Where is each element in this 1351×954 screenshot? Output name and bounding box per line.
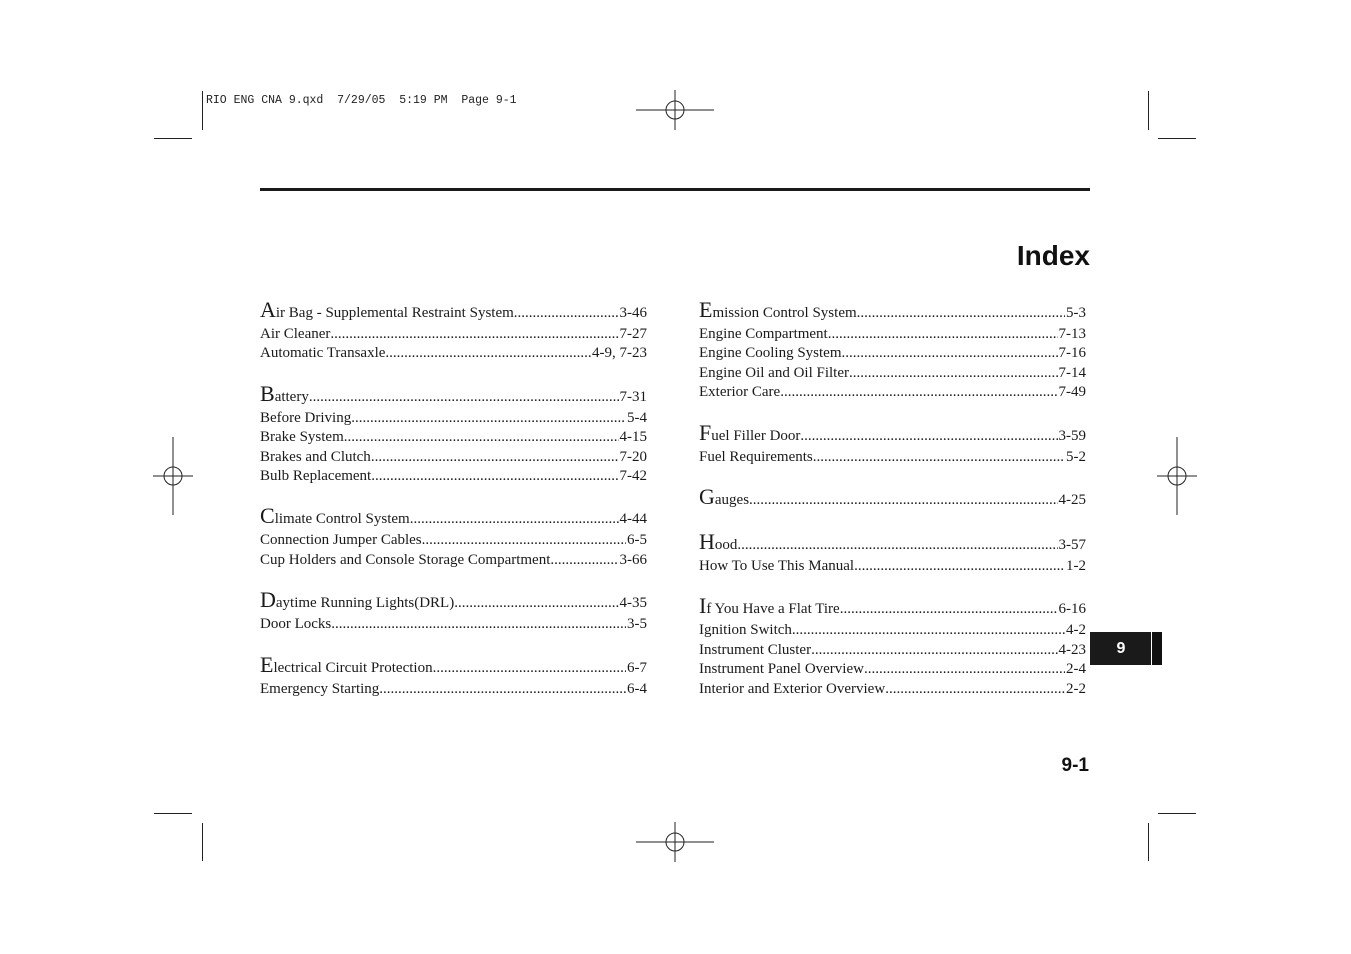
file-slug: RIO ENG CNA 9.qxd 7/29/05 5:19 PM Page 9-1 xyxy=(206,94,517,107)
dot-leader xyxy=(800,425,1057,448)
index-entry xyxy=(260,680,647,699)
dot-leader xyxy=(854,557,1065,576)
index-entry-title: Door Locks xyxy=(260,616,332,633)
index-entry-page: 3-46 xyxy=(619,305,647,321)
index-entry-title: Bulb Replacement xyxy=(260,468,372,485)
dot-leader xyxy=(864,660,1065,679)
registration-mark-top xyxy=(636,90,714,130)
crop-mark xyxy=(202,823,203,861)
index-entry-title: Instrument Panel Overview xyxy=(699,661,864,678)
dot-leader xyxy=(749,489,1057,512)
index-entry-page: 3-59 xyxy=(1058,427,1086,444)
index-entry-page: 6-4 xyxy=(627,680,647,697)
index-entry-title: Gauges xyxy=(699,484,750,510)
index-entry-page: 6-16 xyxy=(1058,601,1086,618)
index-entry xyxy=(699,325,1086,344)
index-entry xyxy=(260,325,647,344)
dot-leader xyxy=(331,615,626,634)
index-entry-page: 4-44 xyxy=(619,511,647,528)
index-entry-page: 5-4 xyxy=(627,409,647,426)
index-entry-page: 4-23 xyxy=(1058,641,1086,658)
index-entry-page: 4-25 xyxy=(1058,492,1086,509)
index-entry-title: How To Use This Manual xyxy=(699,558,855,575)
index-entry xyxy=(260,344,647,363)
index-entry-title: Interior and Exterior Overview xyxy=(699,680,886,697)
index-letter-group xyxy=(260,653,647,699)
dot-leader xyxy=(379,680,626,699)
dot-leader xyxy=(857,302,1065,325)
index-entry-page: 6-5 xyxy=(627,532,647,549)
index-entry-title: Engine Oil and Oil Filter xyxy=(699,364,849,381)
chapter-tab-notch xyxy=(1151,632,1162,665)
index-entry xyxy=(699,448,1086,467)
index-entry-title: Air Bag - Supplemental Restraint System xyxy=(260,297,514,322)
registration-mark-right xyxy=(1157,437,1197,515)
index-entry-page: 3-57 xyxy=(1058,537,1086,554)
index-letter-group xyxy=(260,298,647,364)
crop-mark xyxy=(1148,91,1149,130)
index-entry-title: Ignition Switch xyxy=(699,622,792,639)
index-entry xyxy=(699,680,1086,699)
index-entry-title: Brake System xyxy=(260,429,344,446)
index-entry xyxy=(699,485,1086,512)
index-entry-title: Engine Compartment xyxy=(699,326,828,342)
crop-mark xyxy=(1148,823,1149,861)
index-entry-page: 3-66 xyxy=(619,551,647,568)
index-entry xyxy=(699,594,1086,621)
index-entry-page: 2-2 xyxy=(1066,680,1086,697)
dot-leader xyxy=(849,364,1058,383)
index-entry-title: Climate Control System xyxy=(260,503,410,529)
dot-leader xyxy=(344,428,619,447)
index-entry-page: 2-4 xyxy=(1066,661,1086,678)
dot-leader xyxy=(454,592,618,615)
index-column-right xyxy=(699,298,1086,717)
index-entry-title: Before Driving xyxy=(260,409,352,426)
index-entry-title: Connection Jumper Cables xyxy=(260,532,422,549)
index-letter-group xyxy=(699,485,1086,512)
dot-leader xyxy=(828,325,1058,344)
dot-leader xyxy=(351,409,626,428)
index-entry-page: 7-42 xyxy=(619,468,647,485)
index-entry xyxy=(260,615,647,634)
index-entry-title: Battery xyxy=(260,380,309,406)
index-entry-page: 7-49 xyxy=(1058,384,1086,401)
index-entry-title: Electrical Circuit Protection xyxy=(260,651,433,677)
index-entry-page: 7-16 xyxy=(1058,345,1086,362)
index-entry xyxy=(699,641,1086,660)
page-number: 9-1 xyxy=(1061,755,1089,776)
index-entry-page: 4-9, 7-23 xyxy=(592,345,647,362)
index-entry xyxy=(260,504,647,531)
index-entry xyxy=(699,383,1086,402)
index-entry-page: 7-31 xyxy=(619,388,647,405)
crop-mark xyxy=(154,813,192,814)
registration-mark-bottom xyxy=(636,822,714,862)
dot-leader xyxy=(371,467,618,486)
index-entry-page: 6-7 xyxy=(627,659,647,676)
index-entry xyxy=(260,531,647,550)
dot-leader xyxy=(885,680,1065,699)
index-letter-group xyxy=(260,588,647,634)
dot-leader xyxy=(811,641,1057,660)
index-entry-title: Automatic Transaxle xyxy=(260,345,386,362)
dot-leader xyxy=(842,344,1058,363)
index-entry-title: Exterior Care xyxy=(699,384,781,401)
dot-leader xyxy=(433,657,626,680)
dot-leader xyxy=(813,448,1065,467)
page-title: Index xyxy=(1016,240,1090,271)
registration-mark-left xyxy=(153,437,193,515)
index-entry xyxy=(699,621,1086,640)
index-entry-page: 4-15 xyxy=(619,429,647,446)
index-entry xyxy=(260,382,647,409)
dot-leader xyxy=(330,325,618,344)
dot-leader xyxy=(371,448,619,467)
index-entry-title: Daytime Running Lights(DRL) xyxy=(260,587,455,613)
index-entry-title: If You Have a Flat Tire xyxy=(699,593,840,619)
index-entry-title: Emergency Starting xyxy=(260,680,380,697)
index-entry-page: 1-2 xyxy=(1066,558,1086,575)
index-entry-page: 4-35 xyxy=(619,595,647,612)
index-entry xyxy=(260,551,647,570)
dot-leader xyxy=(410,508,619,531)
index-entry-page: 3-5 xyxy=(627,616,647,633)
index-column-left xyxy=(260,298,647,717)
dot-leader xyxy=(780,383,1057,402)
index-letter-group xyxy=(699,298,1086,403)
dot-leader xyxy=(309,386,619,409)
dot-leader xyxy=(385,344,591,363)
index-entry-page: 7-13 xyxy=(1058,326,1086,342)
index-entry xyxy=(699,364,1086,383)
index-entry xyxy=(260,467,647,486)
index-entry-title: Brakes and Clutch xyxy=(260,448,371,465)
index-entry-page: 7-27 xyxy=(619,326,647,342)
index-entry xyxy=(260,298,647,325)
index-entry-title: Emission Control System xyxy=(699,297,857,322)
crop-mark xyxy=(202,91,203,130)
index-entry-page: 5-2 xyxy=(1066,448,1086,465)
dot-leader xyxy=(737,534,1057,557)
dot-leader xyxy=(550,551,618,570)
index-entry xyxy=(260,428,647,447)
index-entry-title: Cup Holders and Console Storage Compartment xyxy=(260,551,551,568)
index-entry xyxy=(699,660,1086,679)
header-rule xyxy=(260,188,1090,191)
index-entry xyxy=(260,588,647,615)
index-entry-title: Fuel Requirements xyxy=(699,448,813,465)
dot-leader xyxy=(792,621,1065,640)
index-entry xyxy=(699,344,1086,363)
dot-leader xyxy=(514,302,619,325)
chapter-tab-number: 9 xyxy=(1116,640,1126,657)
crop-mark xyxy=(1158,813,1196,814)
dot-leader xyxy=(840,598,1058,621)
index-entry-page: 5-3 xyxy=(1066,305,1086,321)
index-entry xyxy=(260,448,647,467)
index-entry-page: 4-2 xyxy=(1066,622,1086,639)
index-entry-title: Engine Cooling System xyxy=(699,345,842,362)
index-entry-title: Instrument Cluster xyxy=(699,641,812,658)
chapter-tab xyxy=(1090,632,1162,665)
index-entry xyxy=(699,298,1086,325)
index-letter-group xyxy=(699,530,1086,576)
index-letter-group xyxy=(260,504,647,570)
index-entry xyxy=(260,653,647,680)
index-entry-page: 7-14 xyxy=(1058,364,1086,381)
index-entry-title: Air Cleaner xyxy=(260,326,331,342)
index-letter-group xyxy=(260,382,647,487)
crop-mark xyxy=(1158,138,1196,139)
index-entry xyxy=(260,409,647,428)
index-entry xyxy=(699,530,1086,557)
index-letter-group xyxy=(699,421,1086,467)
index-entry-page: 7-20 xyxy=(619,448,647,465)
index-entry-title: Fuel Filler Door xyxy=(699,419,801,445)
index-entry xyxy=(699,557,1086,576)
dot-leader xyxy=(422,531,626,550)
index-letter-group xyxy=(699,594,1086,699)
crop-mark xyxy=(154,138,192,139)
index-entry-title: Hood xyxy=(699,529,738,555)
index-entry xyxy=(699,421,1086,448)
